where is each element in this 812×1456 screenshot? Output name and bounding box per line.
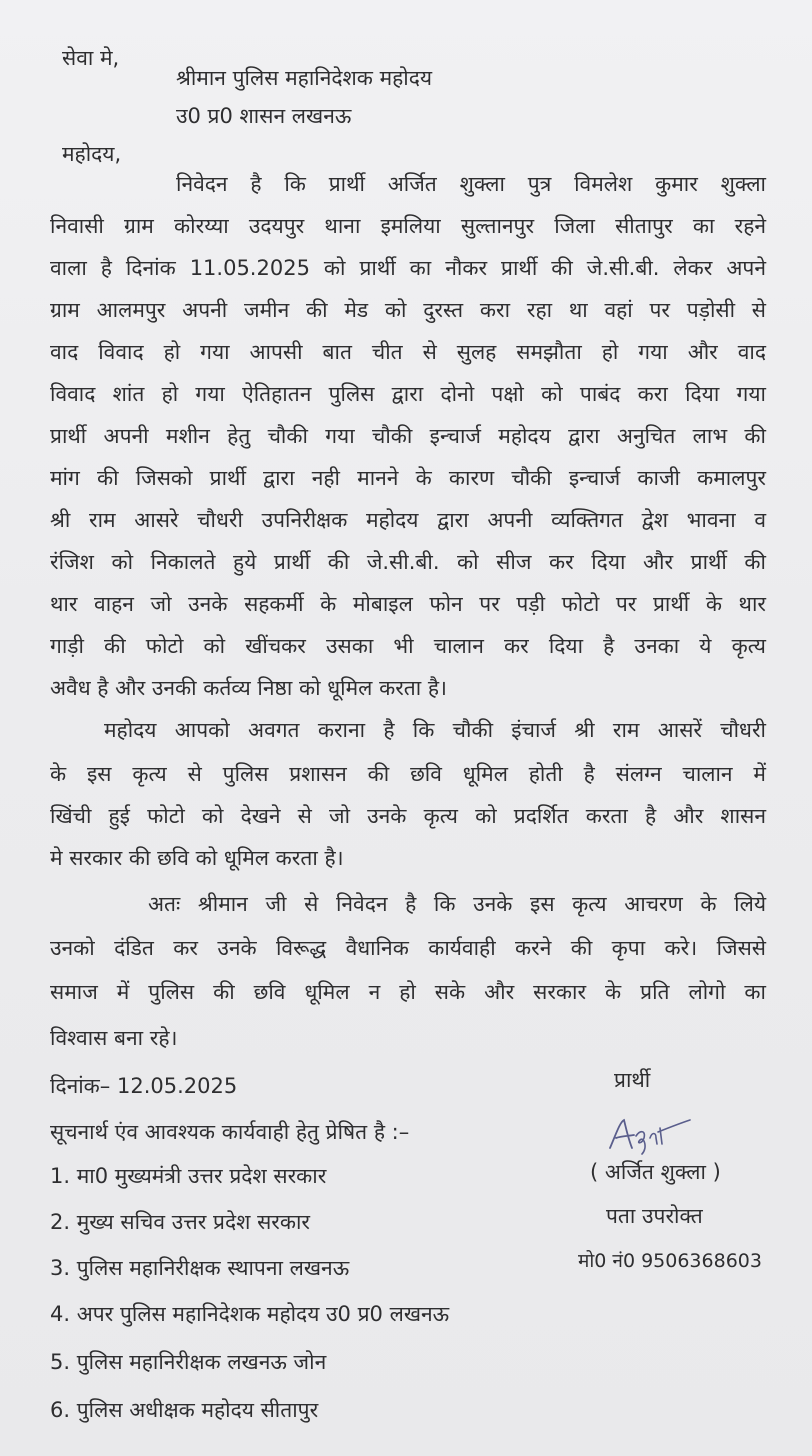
paragraph-3-line: उनको दंडित कर उनके विरूद्ध वैधानिक कार्यवाही करने की कृपा करे। जिससे	[50, 936, 766, 960]
paragraph-2-line: के इस कृत्य से पुलिस प्रशासन की छवि धूमिल होती है संलग्न चालान में	[50, 762, 766, 786]
paragraph-3-line: विश्वास बना रहे।	[50, 1026, 178, 1050]
salutation: सेवा मे,	[62, 46, 120, 70]
paragraph-1-line: रंजिश को निकालते हुये प्रार्थी की जे.सी.बी. को सीज कर दिया और प्रार्थी की	[50, 550, 766, 574]
paragraph-3-line: समाज में पुलिस की छवि धूमिल न हो सके और सरकार के प्रति लोगो का	[50, 980, 766, 1004]
paragraph-1-line: मांग की जिसको प्रार्थी द्वारा नही मानने के कारण चौकी इन्चार्ज काजी कमालपुर	[50, 466, 766, 490]
copy-list-item: 5. पुलिस महानिरीक्षक लखनऊ जोन	[50, 1350, 327, 1374]
greeting: महोदय,	[62, 142, 122, 166]
date-line: दिनांक– 12.05.2025	[50, 1074, 238, 1098]
copy-list-item: 3. पुलिस महानिरीक्षक स्थापना लखनऊ	[50, 1256, 350, 1280]
paragraph-1-line: निवासी ग्राम कोरय्या उदयपुर थाना इमलिया सुल्तानपुर जिला सीतापुर का रहने	[50, 214, 766, 238]
applicant-name: ( अर्जित शुक्ला )	[590, 1160, 721, 1184]
copy-list-item: 6. पुलिस अधीक्षक महोदय सीतापुर	[50, 1398, 319, 1422]
paragraph-1-line: प्रार्थी अपनी मशीन हेतु चौकी गया चौकी इन्चार्ज महोदय द्वारा अनुचित लाभ की	[50, 424, 766, 448]
paragraph-3-line: अतः श्रीमान जी से निवेदन है कि उनके इस कृत्य आचरण के लिये	[148, 892, 766, 916]
copy-heading: सूचनार्थ एंव आवश्यक कार्यवाही हेतु प्रेषित है :–	[50, 1120, 410, 1144]
paragraph-1-line: वाला है दिनांक 11.05.2025 को प्रार्थी का नौकर प्रार्थी की जे.सी.बी. लेकर अपने	[50, 256, 766, 280]
recipient-office: उ0 प्र0 शासन लखनऊ	[176, 104, 352, 128]
paragraph-1-line: थार वाहन जो उनके सहकर्मी के मोबाइल फोन पर पड़ी फोटो पर प्रार्थी के थार	[50, 592, 766, 616]
paragraph-1-line: वाद विवाद हो गया आपसी बात चीत से सुलह समझौता हो गया और वाद	[50, 340, 766, 364]
paragraph-1-line: गाड़ी की फोटो को खींचकर उसका भी चालान कर दिया है उनका ये कृत्य	[50, 634, 766, 658]
paragraph-1-line: ग्राम आलमपुर अपनी जमीन की मेड को दुरस्त करा रहा था वहां पर पड़ोसी से	[50, 298, 766, 322]
paragraph-1-line: श्री राम आसरे चौधरी उपनिरीक्षक महोदय द्वारा अपनी व्यक्तिगत द्वेश भावना व	[50, 508, 766, 532]
copy-list-item: 4. अपर पुलिस महानिदेशक महोदय उ0 प्र0 लखनऊ	[50, 1302, 450, 1326]
applicant-mobile: मो0 नं0 9506368603	[578, 1250, 762, 1272]
applicant-label: प्रार्थी	[614, 1068, 651, 1092]
signature-image	[606, 1114, 696, 1158]
paragraph-1-line: निवेदन है कि प्रार्थी अर्जित शुक्ला पुत्र विमलेश कुमार शुक्ला	[176, 172, 766, 196]
applicant-address: पता उपरोक्त	[606, 1204, 703, 1228]
paragraph-1-line: अवैध है और उनकी कर्तव्य निष्ठा को धूमिल करता है।	[50, 676, 447, 700]
recipient-title: श्रीमान पुलिस महानिदेशक महोदय	[176, 66, 433, 90]
copy-list-item: 1. मा0 मुख्यमंत्री उत्तर प्रदेश सरकार	[50, 1164, 327, 1188]
paragraph-2-line: खिंची हुई फोटो को देखने से जो उनके कृत्य को प्रदर्शित करता है और शासन	[50, 804, 766, 828]
copy-list-item: 2. मुख्य सचिव उत्तर प्रदेश सरकार	[50, 1210, 311, 1234]
paragraph-2-line: महोदय आपको अवगत कराना है कि चौकी इंचार्ज श्री राम आसरें चौधरी	[104, 718, 766, 742]
paragraph-1-line: विवाद शांत हो गया ऐतिहातन पुलिस द्वारा दोनो पक्षो को पाबंद करा दिया गया	[50, 382, 766, 406]
paragraph-2-line: मे सरकार की छवि को धूमिल करता है।	[50, 846, 344, 870]
